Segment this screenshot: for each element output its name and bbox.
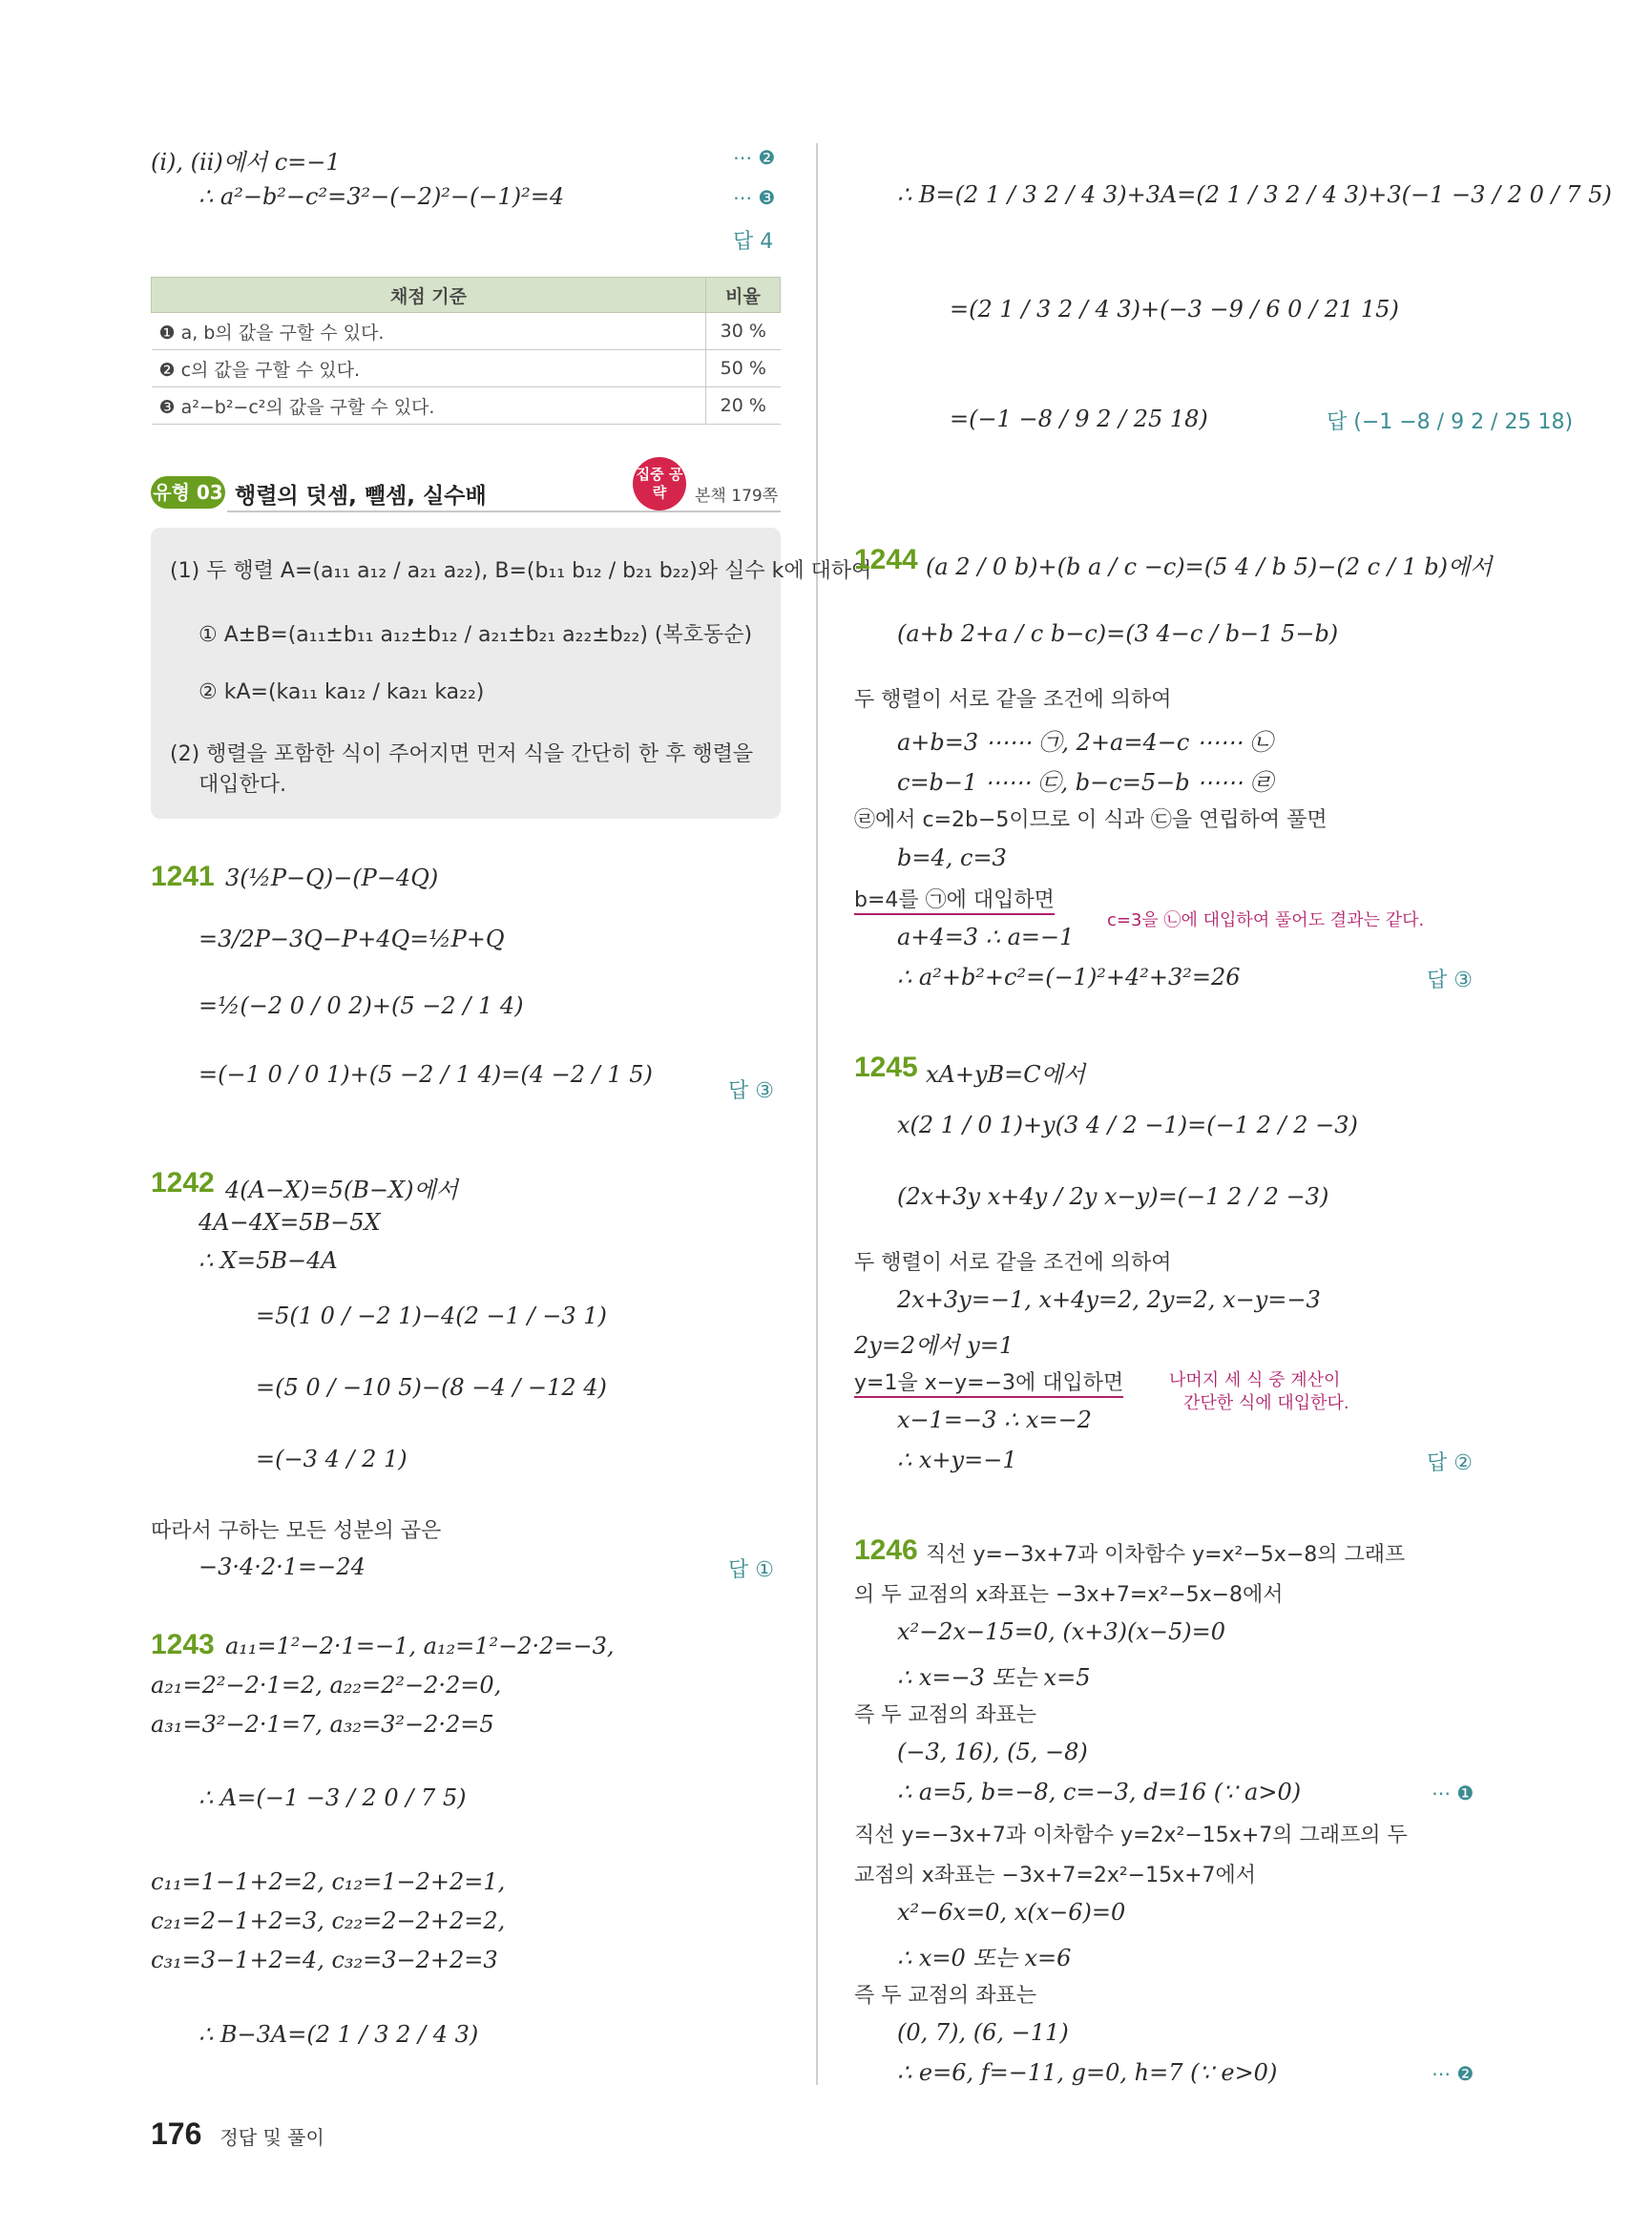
column-divider	[816, 143, 818, 2085]
solution-line: =½(−2 0 / 0 2)+(5 −2 / 1 4)	[199, 992, 524, 1019]
grading-ratio: 30 %	[706, 313, 781, 350]
problem-number: 1244	[854, 544, 918, 575]
answer-label: 답 ③	[728, 1079, 774, 1103]
answer-label: 답 ③	[1427, 969, 1473, 992]
solution-line: 4(A−X)=5(B−X)에서	[225, 1177, 458, 1203]
summary-line: ② kA=(ka₁₁ ka₁₂ / ka₂₁ ka₂₂)	[199, 680, 485, 704]
solution-line: (a 2 / 0 b)+(b a / c −c)=(5 4 / b 5)−(2 c / 1 b)에서	[926, 553, 1493, 580]
solution-line: =(−1 −8 / 9 2 / 25 18)	[950, 406, 1208, 432]
problem-number: 1241	[151, 861, 215, 892]
solution-line: ∴ x=−3 또는 x=5	[897, 1664, 1091, 1691]
solution-line: (−3, 16), (5, −8)	[897, 1739, 1088, 1765]
solution-line: ㉣에서 c=2b−5이므로 이 식과 ㉢을 연립하여 풀면	[854, 808, 1328, 832]
solution-line: 즉 두 교점의 좌표는	[854, 1703, 1036, 1727]
solution-line: ∴ e=6, f=−11, g=0, h=7 (∵ e>0)	[897, 2059, 1278, 2086]
problem-number: 1242	[151, 1167, 215, 1199]
step-marker-2: ⋯ ❷	[1432, 2062, 1474, 2085]
solution-line: ∴ a=5, b=−8, c=−3, d=16 (∵ a>0)	[897, 1779, 1302, 1805]
solution-line: c₁₁=1−1+2=2, c₁₂=1−2+2=1,	[151, 1868, 506, 1895]
banner-underline	[227, 511, 781, 512]
solution-line: 직선 y=−3x+7과 이차함수 y=2x²−15x+7의 그래프의 두	[854, 1824, 1408, 1847]
solution-line: ∴ B=(2 1 / 3 2 / 4 3)+3A=(2 1 / 3 2 / 4 3)+3(−1 −3 / 2 0 / 7 5)	[897, 181, 1612, 208]
side-note: c=3을 ㉡에 대입하여 풀어도 결과는 같다.	[1107, 910, 1425, 930]
grading-criterion: ❸ a²−b²−c²의 값을 구할 수 있다.	[152, 387, 706, 425]
solution-line: 의 두 교점의 x좌표는 −3x+7=x²−5x−8에서	[854, 1583, 1284, 1607]
solution-line: a+4=3 ∴ a=−1	[897, 924, 1075, 950]
solution-line: 직선 y=−3x+7과 이차함수 y=x²−5x−8의 그래프	[926, 1543, 1406, 1567]
solution-line: 두 행렬이 서로 같을 조건에 의하여	[854, 1251, 1172, 1275]
solution-line: =3/2P−3Q−P+4Q=½P+Q	[199, 926, 505, 952]
focus-badge: 집중 공략	[633, 457, 686, 511]
footer-label: 정답 및 풀이	[220, 2126, 324, 2149]
solution-line: (2x+3y x+4y / 2y x−y)=(−1 2 / 2 −3)	[897, 1183, 1329, 1210]
solution-line: =(−1 0 / 0 1)+(5 −2 / 1 4)=(4 −2 / 1 5)	[199, 1061, 653, 1088]
solution-line: xA+yB=C에서	[926, 1061, 1086, 1088]
grading-criterion: ❶ a, b의 값을 구할 수 있다.	[152, 313, 706, 350]
step-marker-1: ⋯ ❶	[1432, 1782, 1474, 1804]
solution-line: a₂₁=2²−2·1=2, a₂₂=2²−2·2=0,	[151, 1672, 502, 1699]
solution-line: x²−2x−15=0, (x+3)(x−5)=0	[897, 1618, 1226, 1645]
solution-line: 3(½P−Q)−(P−4Q)	[225, 865, 439, 891]
page-footer	[151, 2116, 324, 2152]
solution-line: x²−6x=0, x(x−6)=0	[897, 1899, 1126, 1926]
solution-line: =(2 1 / 3 2 / 4 3)+(−3 −9 / 6 0 / 21 15)	[950, 296, 1399, 323]
solution-line: −3·4·2·1=−24	[199, 1553, 366, 1580]
summary-line: (1) 두 행렬 A=(a₁₁ a₁₂ / a₂₁ a₂₂), B=(b₁₁ b₁₂ / b₂₁ b₂₂)와 실수 k에 대하여	[170, 559, 872, 583]
problem-number: 1246	[854, 1534, 918, 1566]
answer-label: 답 (−1 −8 / 9 2 / 25 18)	[1327, 410, 1574, 434]
solution-line: 즉 두 교점의 좌표는	[854, 1984, 1036, 2008]
step-marker-2: ⋯ ❷	[733, 146, 776, 169]
solution-line: c=b−1 ⋯⋯ ㉢, b−c=5−b ⋯⋯ ㉣	[897, 769, 1273, 796]
solution-line: a+b=3 ⋯⋯ ㉠, 2+a=4−c ⋯⋯ ㉡	[897, 729, 1273, 756]
solution-line: a₃₁=3²−2·1=7, a₃₂=3²−2·2=5	[151, 1711, 494, 1738]
highlighted-step: y=1을 x−y=−3에 대입하면	[854, 1366, 1123, 1398]
solution-line: ∴ a²+b²+c²=(−1)²+4²+3²=26	[897, 964, 1241, 990]
answer-label: 답 4	[733, 230, 774, 254]
highlighted-step: b=4를 ㉠에 대입하면	[854, 884, 1055, 915]
side-note: 간단한 식에 대입한다.	[1183, 1393, 1349, 1413]
solution-line: =(−3 4 / 2 1)	[256, 1446, 408, 1472]
summary-line: ① A±B=(a₁₁±b₁₁ a₁₂±b₁₂ / a₂₁±b₂₁ a₂₂±b₂₂) (복호동순)	[199, 623, 753, 647]
side-note: 나머지 세 식 중 계산이	[1169, 1370, 1341, 1390]
solution-line: 2x+3y=−1, x+4y=2, 2y=2, x−y=−3	[897, 1286, 1321, 1313]
solution-line: 교점의 x좌표는 −3x+7=2x²−15x+7에서	[854, 1864, 1257, 1887]
type-title: 행렬의 덧셈, 뺄셈, 실수배	[235, 484, 487, 509]
grading-header-ratio: 비율	[706, 278, 781, 313]
solution-line: (a+b 2+a / c b−c)=(3 4−c / b−1 5−b)	[897, 620, 1339, 647]
solution-line: =5(1 0 / −2 1)−4(2 −1 / −3 1)	[256, 1303, 607, 1329]
solution-line: (0, 7), (6, −11)	[897, 2019, 1069, 2046]
case-result-line: (ⅰ), (ⅱ)에서 c=−1	[151, 149, 341, 176]
grading-ratio: 50 %	[706, 350, 781, 387]
problem-number: 1245	[854, 1052, 918, 1083]
grading-table	[151, 277, 781, 425]
type-tag: 유형 03	[151, 476, 225, 509]
solution-line: x(2 1 / 0 1)+y(3 4 / 2 −1)=(−1 2 / 2 −3)	[897, 1112, 1358, 1138]
grading-criterion: ❷ c의 값을 구할 수 있다.	[152, 350, 706, 387]
solution-line: ∴ x=0 또는 x=6	[897, 1945, 1072, 1971]
solution-line: ∴ X=5B−4A	[199, 1247, 338, 1274]
page-number: 176	[151, 2116, 202, 2151]
solution-line: 두 행렬이 서로 같을 조건에 의하여	[854, 688, 1172, 712]
solution-line: b=4, c=3	[897, 844, 1007, 871]
solution-line: ∴ B−3A=(2 1 / 3 2 / 4 3)	[199, 2021, 479, 2048]
type-banner	[151, 466, 781, 512]
answer-label: 답 ②	[1427, 1451, 1473, 1475]
table-row	[152, 350, 781, 387]
problem-number: 1243	[151, 1629, 215, 1660]
textbook-reference: 본책 179쪽	[695, 487, 779, 506]
solution-line: x−1=−3 ∴ x=−2	[897, 1407, 1092, 1433]
solution-line: ∴ A=(−1 −3 / 2 0 / 7 5)	[199, 1784, 467, 1811]
solution-line: c₃₁=3−1+2=4, c₃₂=3−2+2=3	[151, 1947, 498, 1973]
table-row	[152, 313, 781, 350]
solution-line: a₁₁=1²−2·1=−1, a₁₂=1²−2·2=−3,	[225, 1633, 615, 1659]
solution-line: ∴ x+y=−1	[897, 1447, 1017, 1473]
solution-line: 4A−4X=5B−5X	[199, 1209, 381, 1236]
solution-line: 따라서 구하는 모든 성분의 곱은	[151, 1519, 442, 1543]
summary-line: 대입한다.	[199, 773, 287, 797]
table-row	[152, 387, 781, 425]
summary-box	[151, 528, 872, 819]
answer-label: 답 ①	[728, 1558, 774, 1582]
step-marker-3: ⋯ ❸	[733, 186, 776, 209]
summary-line: (2) 행렬을 포함한 식이 주어지면 먼저 식을 간단히 한 후 행렬을	[170, 742, 754, 766]
solution-line: =(5 0 / −10 5)−(8 −4 / −12 4)	[256, 1374, 607, 1401]
solution-line: c₂₁=2−1+2=3, c₂₂=2−2+2=2,	[151, 1908, 506, 1934]
grading-ratio: 20 %	[706, 387, 781, 425]
solution-line: 2y=2에서 y=1	[854, 1332, 1014, 1359]
final-equation: ∴ a²−b²−c²=3²−(−2)²−(−1)²=4	[199, 183, 565, 210]
grading-header-criteria: 채점 기준	[152, 278, 706, 313]
